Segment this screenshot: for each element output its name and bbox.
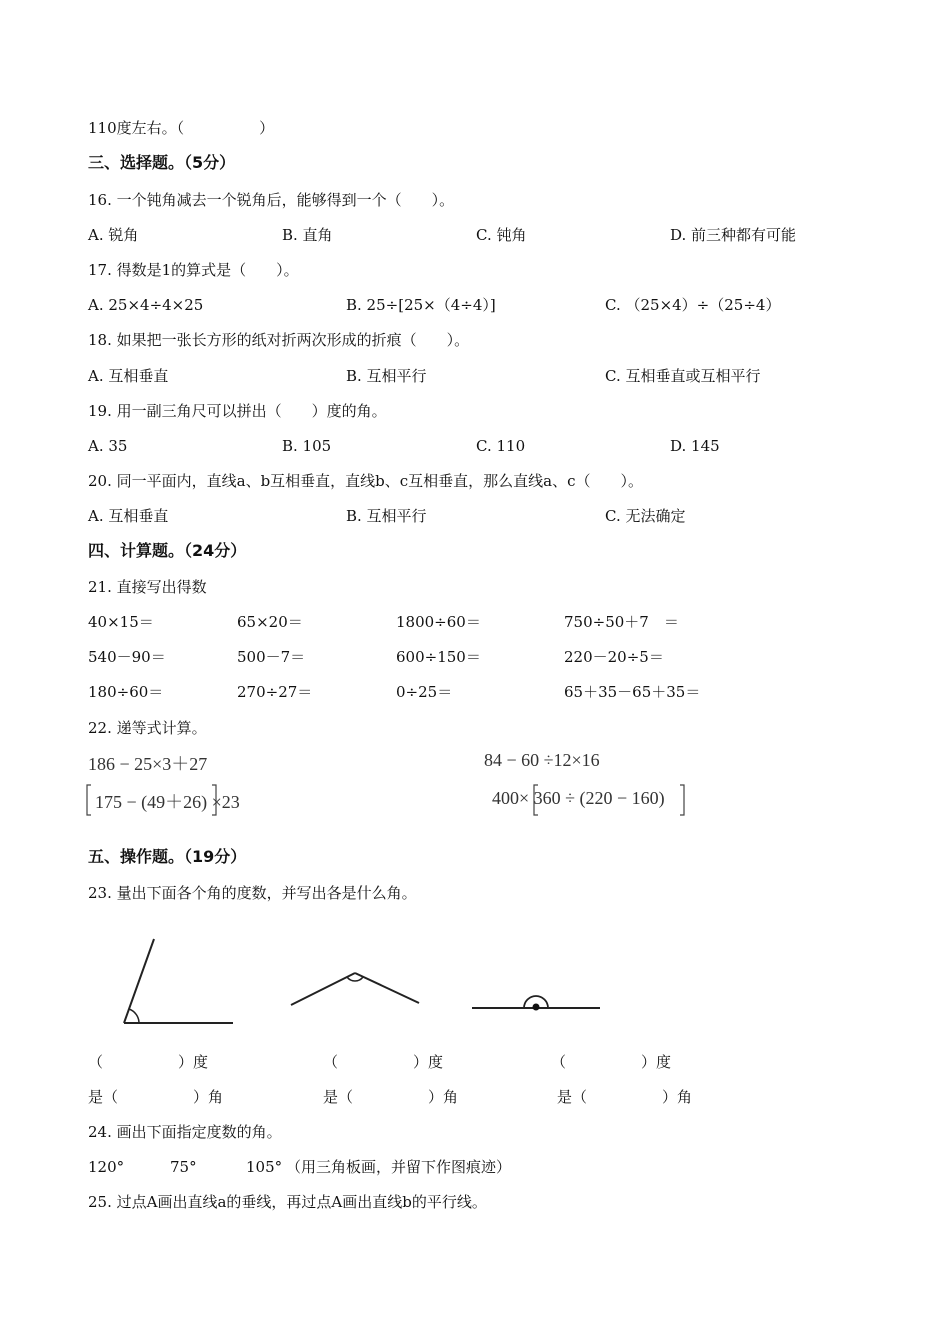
calc-item: 1800÷60＝ [396,613,481,631]
option: A. 25×4÷4×25 [88,296,204,314]
option: A. 35 [88,437,128,455]
expression: 400× 360 ÷ (220 − 160) [492,788,665,808]
option: D. 前三种都有可能 [670,226,797,244]
option: C. 互相垂直或互相平行 [605,367,761,385]
calc-item: 220－20÷5＝ [564,648,664,666]
option: A. 互相垂直 [88,507,169,525]
calc-item: 750÷50＋7 ＝ [564,613,679,631]
angle-kind-blank: 是（ ）角 [323,1088,459,1106]
right-square-bracket-icon [678,784,686,816]
section-5-title: 五、操作题。（19分） [88,847,247,866]
continued-text: 110度左右。（ ） [88,119,275,137]
section-3-title: 三、选择题。（5分） [88,153,236,172]
question-22: 22. 递等式计算。 [88,719,207,737]
calc-item: 180÷60＝ [88,683,164,701]
question-21: 21. 直接写出得数 [88,578,207,596]
degree-blank: （ ）度 [88,1053,209,1071]
option: B. 互相平行 [346,507,427,525]
calc-item: 65＋35－65＋35＝ [564,683,701,701]
question-23: 23. 量出下面各个角的度数，并写出各是什么角。 [88,884,417,902]
angle-value: 105° [246,1158,283,1176]
option: A. 锐角 [88,226,139,244]
expression: 175 − (49＋26) ×23 [95,792,240,812]
question-20: 20. 同一平面内，直线a、b互相垂直，直线b、c互相垂直，那么直线a、c（ ）。 [88,472,644,490]
question-24: 24. 画出下面指定度数的角。 [88,1123,282,1141]
option: C. （25×4）÷（25÷4） [605,296,781,314]
option: B. 互相平行 [346,367,427,385]
option: B. 25÷[25×（4÷4）] [346,296,496,314]
drawing-note: （用三角板画，并留下作图痕迹） [286,1158,512,1176]
option: C. 110 [476,437,526,455]
calc-item: 65×20＝ [237,613,303,631]
degree-blank: （ ）度 [323,1053,444,1071]
calc-item: 500－7＝ [237,648,306,666]
question-17: 17. 得数是1的算式是（ ）。 [88,261,299,279]
angle-value: 120° [88,1158,125,1176]
angle-kind-blank: 是（ ）角 [557,1088,693,1106]
option: D. 145 [670,437,720,455]
expression: 186 − 25×3＋27 [88,754,208,774]
question-16: 16. 一个钝角减去一个锐角后，能够得到一个（ ）。 [88,191,455,209]
section-4-title: 四、计算题。（24分） [88,541,247,560]
obtuse-angle-figure [285,965,425,1010]
expression: 84 − 60 ÷12×16 [484,750,600,770]
question-19: 19. 用一副三角尺可以拼出（ ）度的角。 [88,402,387,420]
acute-angle-figure [110,930,240,1030]
calc-item: 600÷150＝ [396,648,481,666]
question-18: 18. 如果把一张长方形的纸对折两次形成的折痕（ ）。 [88,331,470,349]
option: A. 互相垂直 [88,367,169,385]
degree-blank: （ ）度 [551,1053,672,1071]
calc-item: 540－90＝ [88,648,166,666]
straight-angle-figure [470,990,605,1015]
option: C. 钝角 [476,226,527,244]
option: B. 105 [282,437,332,455]
angle-value: 75° [170,1158,197,1176]
option: C. 无法确定 [605,507,686,525]
calc-item: 0÷25＝ [396,683,453,701]
left-square-bracket-icon [86,784,92,816]
calc-item: 270÷27＝ [237,683,313,701]
question-25: 25. 过点A画出直线a的垂线，再过点A画出直线b的平行线。 [88,1193,487,1211]
calc-item: 40×15＝ [88,613,154,631]
angle-kind-blank: 是（ ）角 [88,1088,224,1106]
option: B. 直角 [282,226,333,244]
